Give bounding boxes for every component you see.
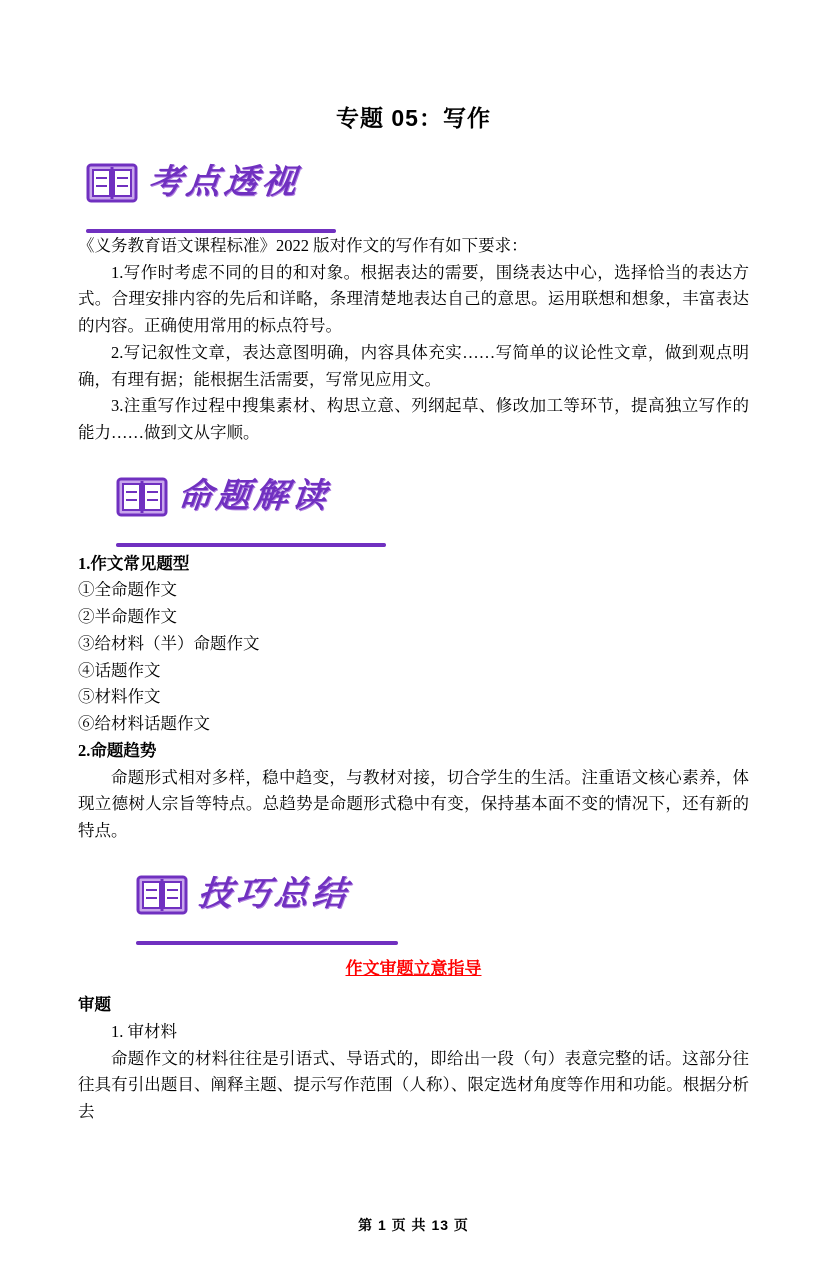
jiqiao-item-1: 1. 审材料 bbox=[111, 1021, 177, 1041]
section-heading-kaodian bbox=[78, 161, 749, 223]
section-label-jiqiao: 技巧总结 bbox=[196, 875, 352, 913]
section-heading-jiqiao bbox=[78, 873, 749, 935]
list-item: ③给材料（半）命题作文 bbox=[78, 633, 260, 653]
kaodian-paragraph-0: 《义务教育语文课程标准》2022 版对作文的写作有如下要求： bbox=[78, 236, 528, 255]
list-item: ①全命题作文 bbox=[78, 580, 177, 600]
section-underline-jiqiao bbox=[136, 941, 398, 945]
list-item: ②半命题作文 bbox=[78, 607, 177, 627]
list-item: ⑥给材料话题作文 bbox=[78, 714, 210, 734]
jiqiao-body-1: 命题作文的材料往往是引语式、导语式的，即给出一段（句）表意完整的话。这部分往往具有引出题目、阐释主题、提示写作范围（人称）、限定选材角度等作用和功能。根据分析去 bbox=[78, 1048, 749, 1122]
mingti-subtitle-2: 2.命题趋势 bbox=[78, 740, 157, 760]
section-label-mingti: 命题解读 bbox=[176, 477, 332, 515]
list-item: ④话题作文 bbox=[78, 660, 161, 680]
mingti-trend-paragraph: 命题形式相对多样，稳中趋变，与教材对接，切合学生的生活。注重语文核心素养，体现立德树人宗旨等特点。总趋势是命题形式稳中有变，保持基本面不变的情况下，还有新的特点。 bbox=[78, 767, 749, 840]
mingti-subtitle-1: 1.作文常见题型 bbox=[78, 553, 190, 573]
kaodian-paragraph-2: 2.写记叙性文章，表达意图明确，内容具体充实……写简单的议论性文章，做到观点明确，有理有据；能根据生活需要，写常见应用文。 bbox=[78, 342, 749, 389]
open-book-icon bbox=[86, 161, 138, 205]
jiqiao-subhead: 审题 bbox=[78, 995, 111, 1015]
page-title: 专题 05：写作 bbox=[336, 105, 491, 131]
list-item: ⑤材料作文 bbox=[78, 687, 161, 707]
jiqiao-red-title: 作文审题立意指导 bbox=[345, 958, 482, 978]
kaodian-paragraph-3: 3.注重写作过程中搜集素材、构思立意、列纲起草、修改加工等环节，提高独立写作的能力……做到文从字顺。 bbox=[78, 396, 749, 443]
open-book-icon bbox=[116, 475, 168, 519]
page-footer: 第 1 页 共 13 页 bbox=[358, 1217, 469, 1233]
section-heading-mingti bbox=[78, 475, 749, 537]
open-book-icon bbox=[136, 873, 188, 917]
section-label-kaodian: 考点透视 bbox=[146, 164, 302, 201]
document-page bbox=[0, 100, 827, 1269]
kaodian-paragraph-1: 1.写作时考虑不同的目的和对象。根据表达的需要，围绕表达中心，选择恰当的表达方式。合理安排内容的先后和详略，条理清楚地表达自己的意思。运用联想和想象，丰富表达的内容。正确使用常用的标点符号。 bbox=[78, 262, 749, 336]
